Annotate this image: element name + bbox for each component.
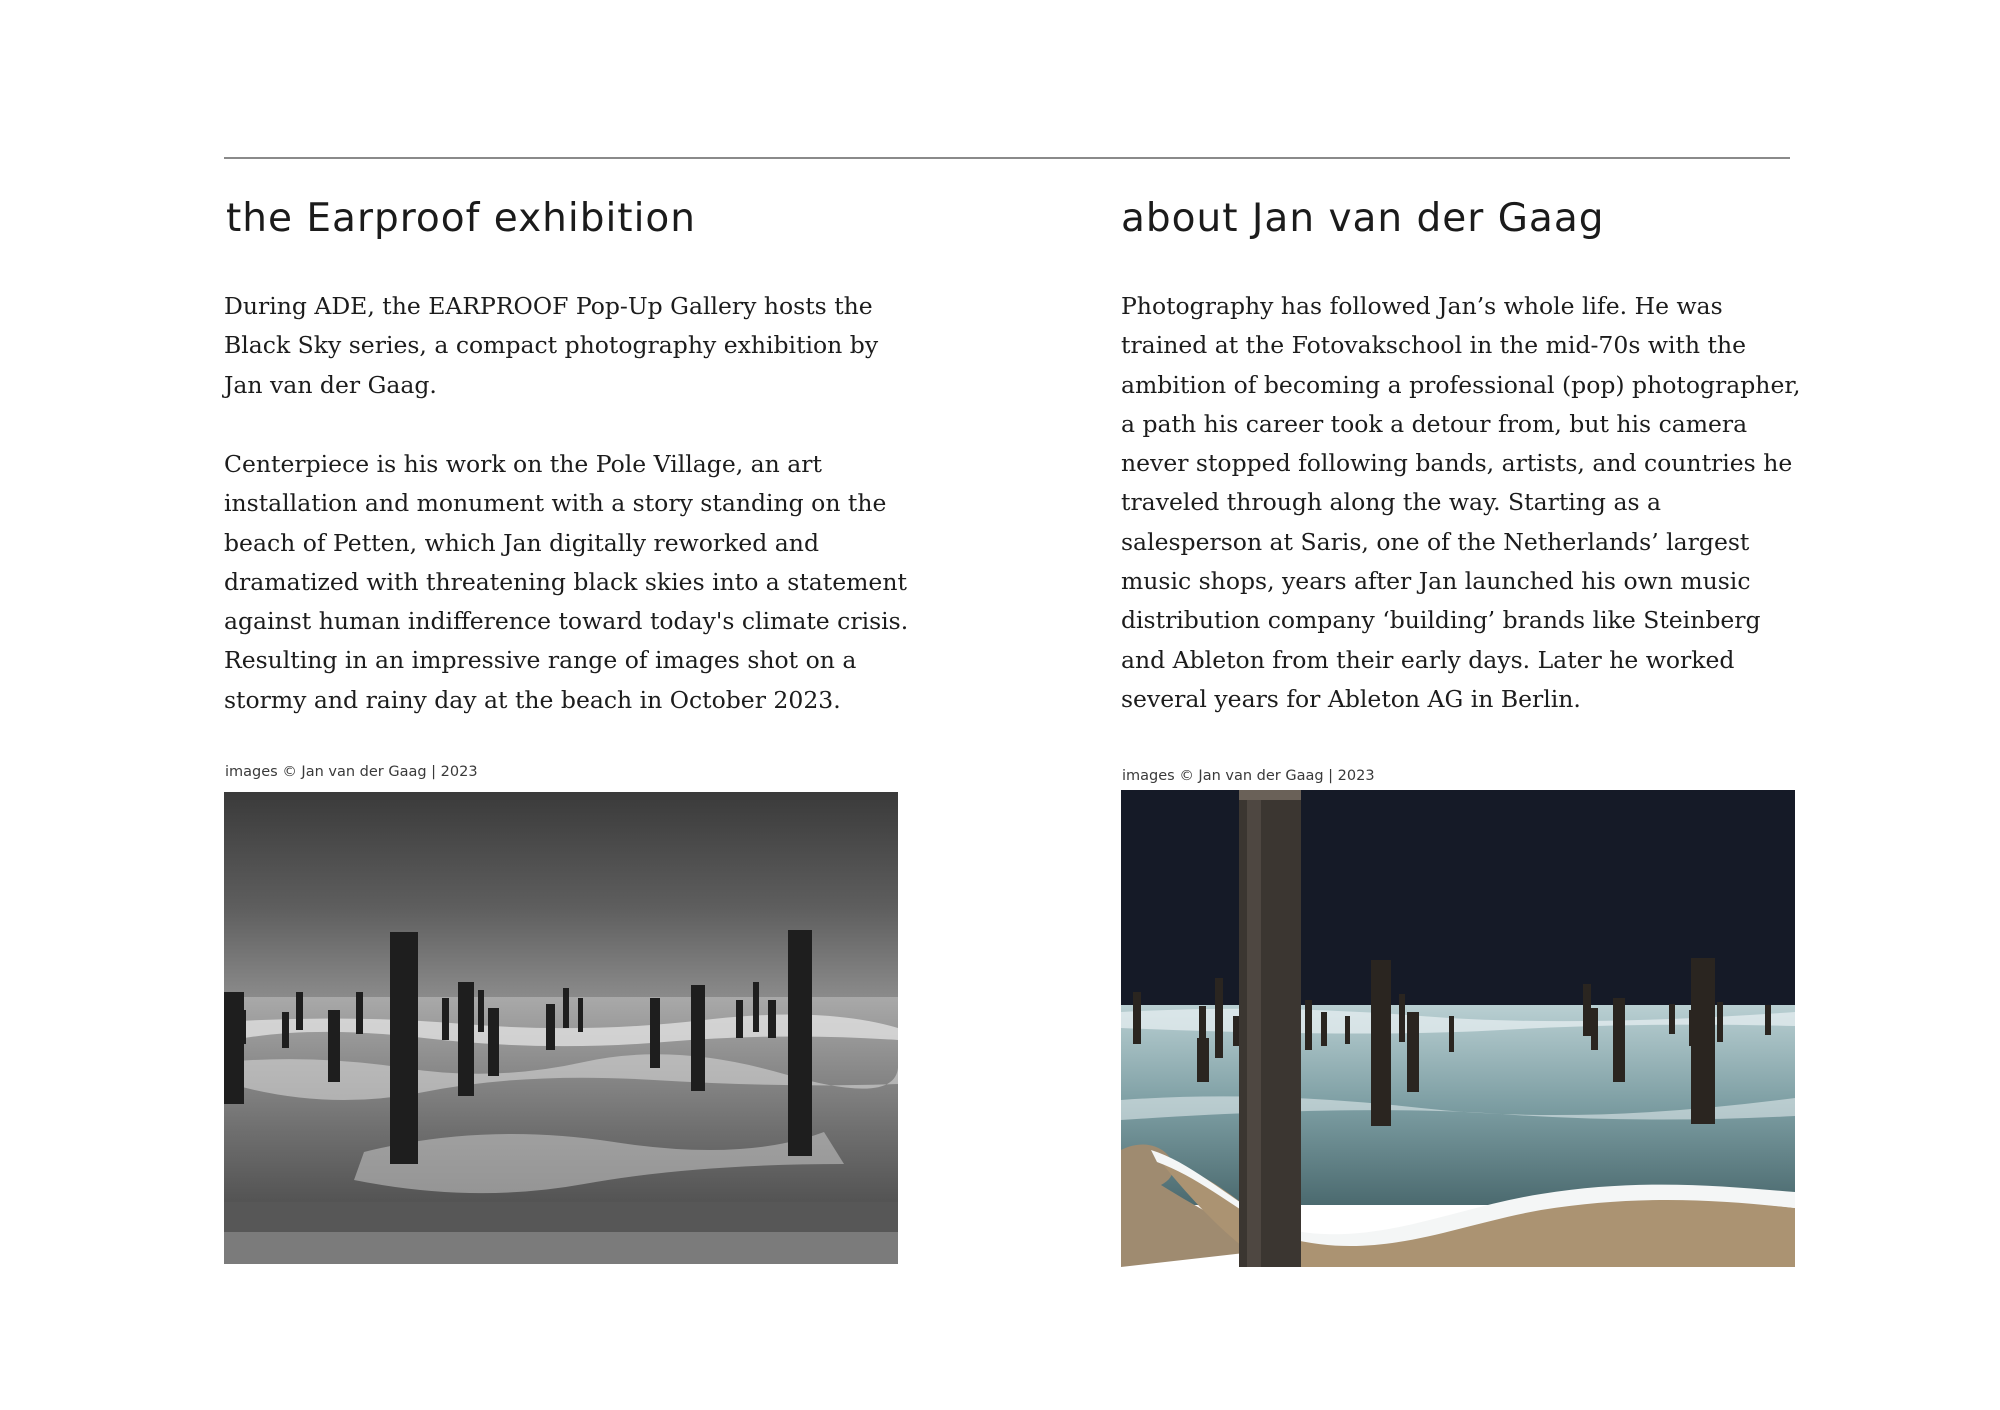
text-line: salesperson at Saris, one of the Netherlands’ largest [1121, 527, 1750, 556]
text-line: Jan van der Gaag. [224, 370, 437, 399]
text-line: traveled through along the way. Starting as a [1121, 488, 1661, 517]
text-line: Resulting in an impressive range of images shot on a [224, 646, 857, 675]
text-line: During ADE, the EARPROOF Pop-Up Gallery hosts the [224, 292, 873, 320]
text-line: ambition of becoming a professional (pop) photographer, [1121, 370, 1801, 399]
pole-village-bw-photo [224, 792, 898, 1264]
text-line: a path his career took a detour from, but his camera [1121, 409, 1748, 438]
pole-village-color-photo [1121, 790, 1795, 1267]
text-line: Centerpiece is his work on the Pole Village, an art [224, 450, 822, 478]
text-line: installation and monument with a story standing on the [224, 489, 887, 518]
text-line: distribution company ‘building’ brands like Steinberg [1121, 606, 1761, 635]
text-line: stormy and rainy day at the beach in October 2023. [224, 685, 841, 714]
text-line: Black Sky series, a compact photography exhibition by [224, 331, 879, 360]
exhibition-intro-paragraph [224, 287, 878, 405]
text-line: dramatized with threatening black skies into a statement [224, 567, 907, 596]
biography-heading: about Jan van der Gaag [1121, 196, 1605, 241]
top-divider [224, 157, 1790, 159]
text-line: beach of Petten, which Jan digitally reworked and [224, 528, 819, 557]
text-line: music shops, years after Jan launched his own music [1121, 567, 1751, 596]
text-line: against human indifference toward today's climate crisis. [224, 607, 909, 636]
image-credit: images © Jan van der Gaag | 2023 [1122, 768, 1375, 784]
image-credit: images © Jan van der Gaag | 2023 [225, 764, 478, 780]
text-line: and Ableton from their early days. Later he worked [1121, 645, 1735, 674]
exhibition-heading: the Earproof exhibition [226, 196, 696, 241]
text-line: several years for Ableton AG in Berlin. [1121, 684, 1581, 713]
exhibition-description-paragraph [224, 445, 908, 720]
biography-paragraph [1121, 287, 1800, 719]
text-line: never stopped following bands, artists, and countries he [1121, 449, 1793, 478]
text-line: trained at the Fotovakschool in the mid-70s with the [1121, 331, 1747, 360]
text-line: Photography has followed Jan’s whole life. He was [1121, 292, 1723, 320]
